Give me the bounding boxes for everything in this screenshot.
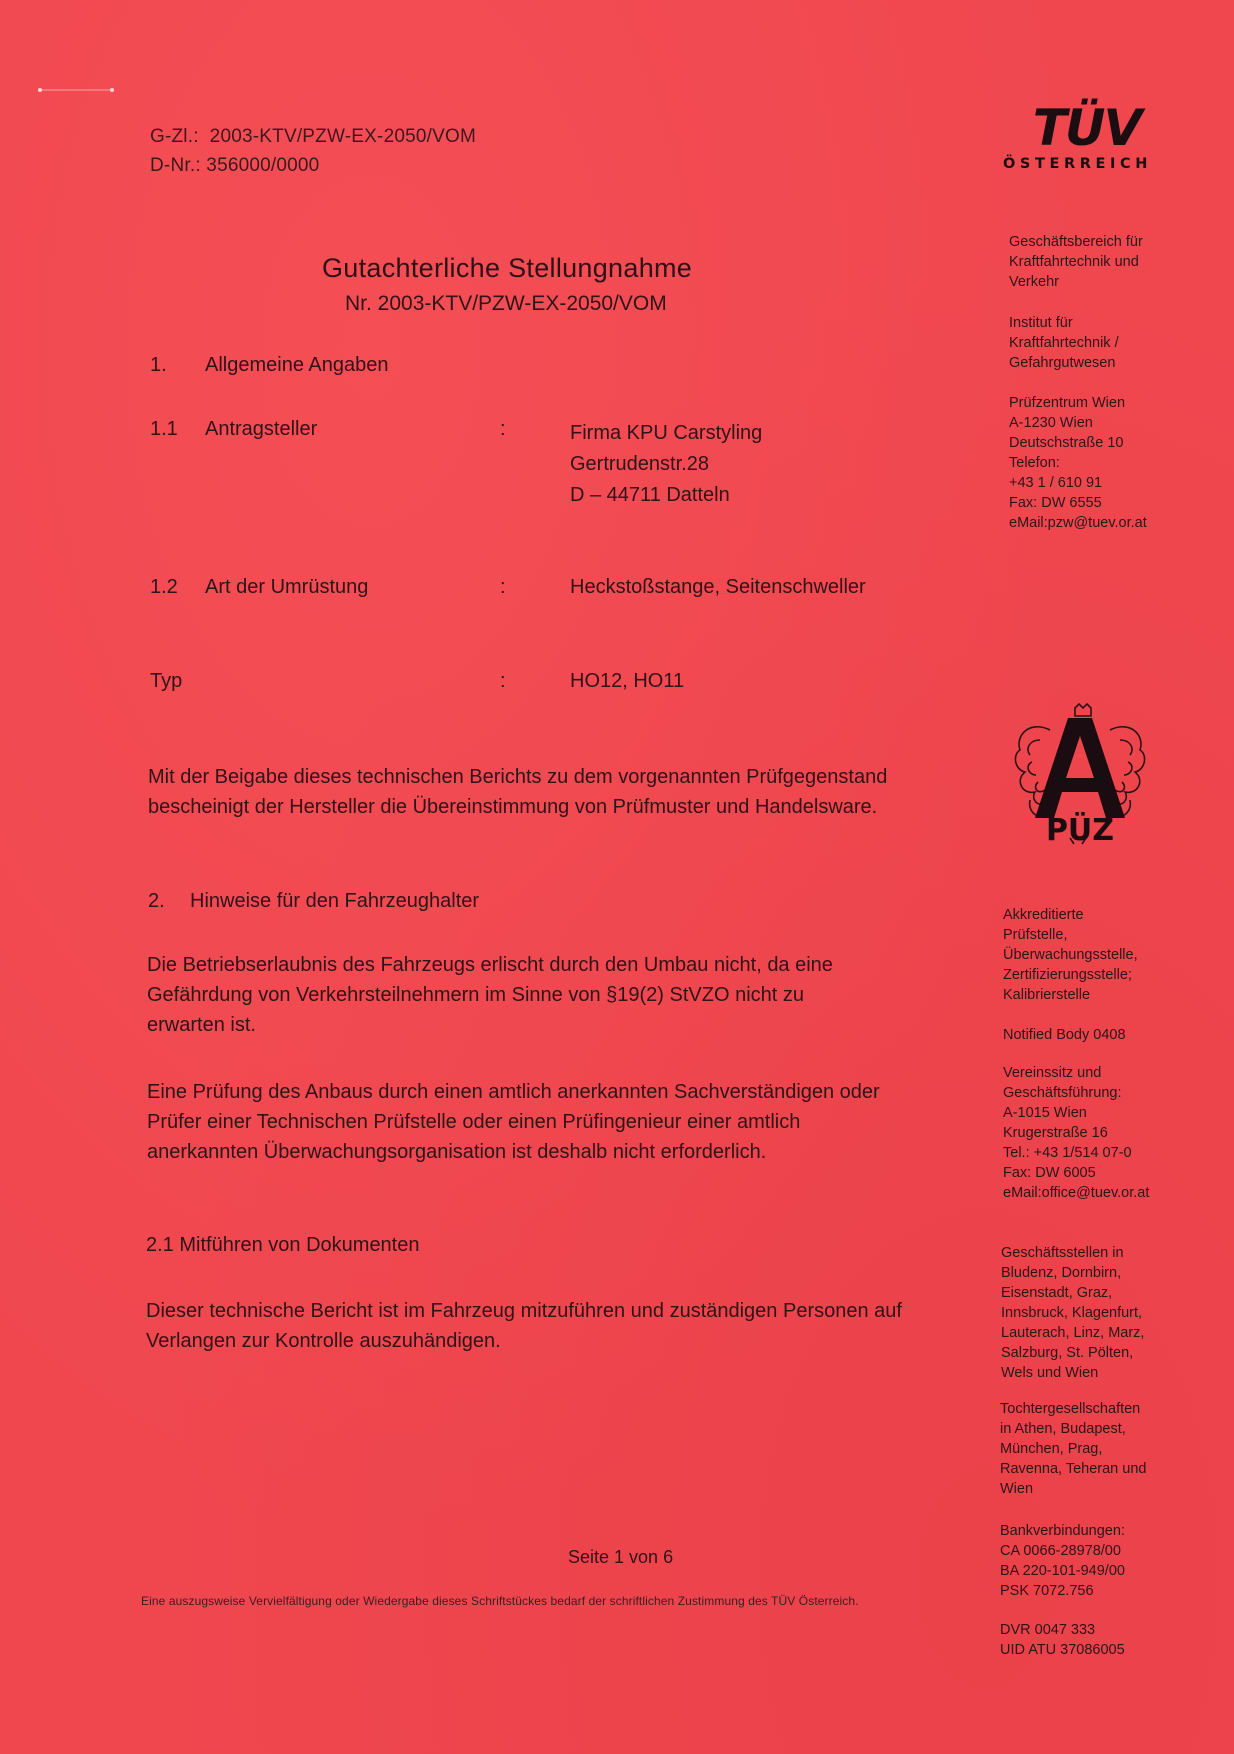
footer-notice: Eine auszugsweise Vervielfältigung oder Wiedergabe dieses Schriftstückes bedarf der schriftlichen Zustimmung des TÜV Österreich. [141,1594,859,1608]
sidebar-line: Geschäftsbereich für [1009,234,1143,250]
gzl-value: 2003-KTV/PZW-EX-2050/VOM [209,126,476,147]
sidebar-block-test-center [1009,393,1184,533]
puez-seal-logo [1000,700,1160,850]
sidebar-line: Tochtergesellschaften [1000,1401,1141,1417]
field-separator: : [500,670,506,692]
sidebar-line: Wien [1000,1481,1034,1497]
field-separator: : [500,418,506,440]
sidebar-line: PSK 7072.756 [1000,1583,1094,1599]
sidebar-line: Überwachungsstelle, [1003,947,1138,963]
tuv-logo [990,100,1165,172]
sidebar-line: Deutschstraße 10 [1009,435,1124,451]
section-2-heading [148,890,479,913]
paragraph-line: Die Betriebserlaubnis des Fahrzeugs erlischt durch den Umbau nicht, da eine [147,954,833,976]
value-line: Gertrudenstr.28 [570,453,709,475]
tuv-logo-wordmark: TÜV [1032,99,1141,157]
sidebar-line: Bludenz, Dornbirn, [1001,1265,1122,1281]
value-line: Firma KPU Carstyling [570,422,763,444]
paragraph-line: erwarten ist. [147,1014,256,1036]
sidebar-line: Wels und Wien [1001,1365,1099,1381]
sidebar-line: Kraftfahrtechnik und [1009,254,1139,270]
sidebar-block-branches [1001,1243,1176,1383]
sidebar-line: Lauterach, Linz, Marz, [1001,1325,1145,1341]
section-title: Allgemeine Angaben [205,354,389,376]
reference-block [150,121,476,181]
operating-permit-paragraph [147,950,987,1040]
section-title: Hinweise für den Fahrzeughalter [190,890,480,912]
sidebar-line: A-1015 Wien [1003,1105,1087,1121]
sidebar-block-division [1009,232,1184,292]
sidebar-line: Fax: DW 6555 [1009,495,1102,511]
field-label: Art der Umrüstung [205,576,369,598]
sidebar-line: in Athen, Budapest, [1000,1421,1126,1437]
sidebar-line: Vereinssitz und [1003,1065,1102,1081]
dnr-value: 356000/0000 [206,155,320,176]
tuv-logo-subtitle: ÖSTERREICH [1003,156,1152,172]
staple-mark [110,88,114,92]
document-title: Gutachterliche Stellungnahme [322,253,693,283]
field-value [570,418,762,511]
field-number: 1.1 [150,418,178,440]
sidebar-line: CA 0066-28978/00 [1000,1543,1121,1559]
value-line: D – 44711 Datteln [570,484,730,506]
field-value: Heckstoßstange, Seitenschweller [570,576,866,598]
sidebar-line: Kraftfahrtechnik / [1009,335,1119,351]
conformity-paragraph [148,762,988,822]
staple-scratch [42,89,110,91]
sidebar-line: Notified Body 0408 [1003,1027,1126,1043]
sidebar-block-subsidiaries [1000,1399,1175,1499]
sidebar-line: Fax: DW 6005 [1003,1165,1096,1181]
documents-paragraph [146,1296,1006,1356]
gzl-line [150,121,476,152]
sidebar-line: UID ATU 37086005 [1000,1642,1125,1658]
sidebar-line: Zertifizierungsstelle; [1003,967,1132,983]
sidebar-line: Verkehr [1009,274,1059,290]
sidebar-line: Innsbruck, Klagenfurt, [1001,1305,1143,1321]
paragraph-line: Eine Prüfung des Anbaus durch einen amtlich anerkannten Sachverständigen oder [147,1081,880,1103]
section-2-1-heading: 2.1 Mitführen von Dokumenten [146,1234,420,1256]
sidebar-line: Kalibrierstelle [1003,987,1091,1003]
sidebar-block-bank [1000,1521,1175,1601]
paragraph-line: Prüfer einer Technischen Prüfstelle oder einen Prüfingenieur einer amtlich [147,1111,801,1133]
sidebar-line: Akkreditierte [1003,907,1084,923]
paragraph-line: Mit der Beigabe dieses technischen Berichts zu dem vorgenannten Prüfgegenstand [148,766,888,788]
paragraph-line: Dieser technische Bericht ist im Fahrzeug mitzuführen und zuständigen Personen auf [146,1300,902,1322]
sidebar-block-headquarters [1003,1063,1178,1203]
sidebar-block-registration [1000,1620,1175,1660]
sidebar-line: München, Prag, [1000,1441,1103,1457]
sidebar-line: Tel.: +43 1/514 07-0 [1003,1145,1132,1161]
sidebar-line: Geschäftsführung: [1003,1085,1122,1101]
paragraph-line: Verlangen zur Kontrolle auszuhändigen. [146,1330,501,1352]
field-number: 1.2 [150,576,178,598]
sidebar-block-notified-body [1003,1025,1178,1045]
dnr-label: D-Nr.: [150,155,201,176]
sidebar-line: Salzburg, St. Pölten, [1001,1345,1134,1361]
sidebar-line: Bankverbindungen: [1000,1523,1125,1539]
sidebar-line: Prüfstelle, [1003,927,1068,943]
section-1-heading [150,354,388,377]
sidebar-line: Gefahrgutwesen [1009,355,1116,371]
sidebar-block-accreditation [1003,905,1178,1005]
field-applicant [150,418,950,518]
paragraph-line: anerkannten Überwachungsorganisation ist deshalb nicht erforderlich. [147,1141,767,1163]
sidebar-line: A-1230 Wien [1009,415,1093,431]
eagle-seal-icon [1000,700,1160,850]
paragraph-line: bescheinigt der Hersteller die Übereinstimmung von Prüfmuster und Handelsware. [148,796,878,818]
sidebar-line: eMail:pzw@tuev.or.at [1009,515,1147,531]
seal-text: PÜZ [1045,813,1115,848]
field-type [150,670,950,700]
page-number: Seite 1 von 6 [568,1547,674,1567]
sidebar-line: Eisenstadt, Graz, [1001,1285,1113,1301]
dnr-line [150,150,476,181]
inspection-paragraph [147,1077,987,1167]
sidebar-line: BA 220-101-949/00 [1000,1563,1125,1579]
section-number: 1. [150,354,167,376]
sidebar-line: Institut für [1009,315,1073,331]
field-value: HO12, HO11 [570,670,685,692]
document-number: Nr. 2003-KTV/PZW-EX-2050/VOM [345,292,667,315]
field-label: Antragsteller [205,418,318,440]
gzl-label: G-Zl.: [150,126,199,147]
sidebar-line: Ravenna, Teheran und [1000,1461,1147,1477]
sidebar-block-institute [1009,313,1184,373]
field-separator: : [500,576,506,598]
sidebar-line: DVR 0047 333 [1000,1622,1096,1638]
sidebar-line: Telefon: [1009,455,1060,471]
paragraph-line: Gefährdung von Verkehrsteilnehmern im Sinne von §19(2) StVZO nicht zu [147,984,805,1006]
field-conversion-type [150,576,950,606]
sidebar-line: +43 1 / 610 91 [1009,475,1103,491]
sidebar-line: Geschäftsstellen in [1001,1245,1124,1261]
sidebar-line: Krugerstraße 16 [1003,1125,1108,1141]
field-label: Typ [150,670,183,692]
sidebar-line: Prüfzentrum Wien [1009,395,1126,411]
sidebar-line: eMail:office@tuev.or.at [1003,1185,1150,1201]
section-number: 2. [148,890,165,912]
